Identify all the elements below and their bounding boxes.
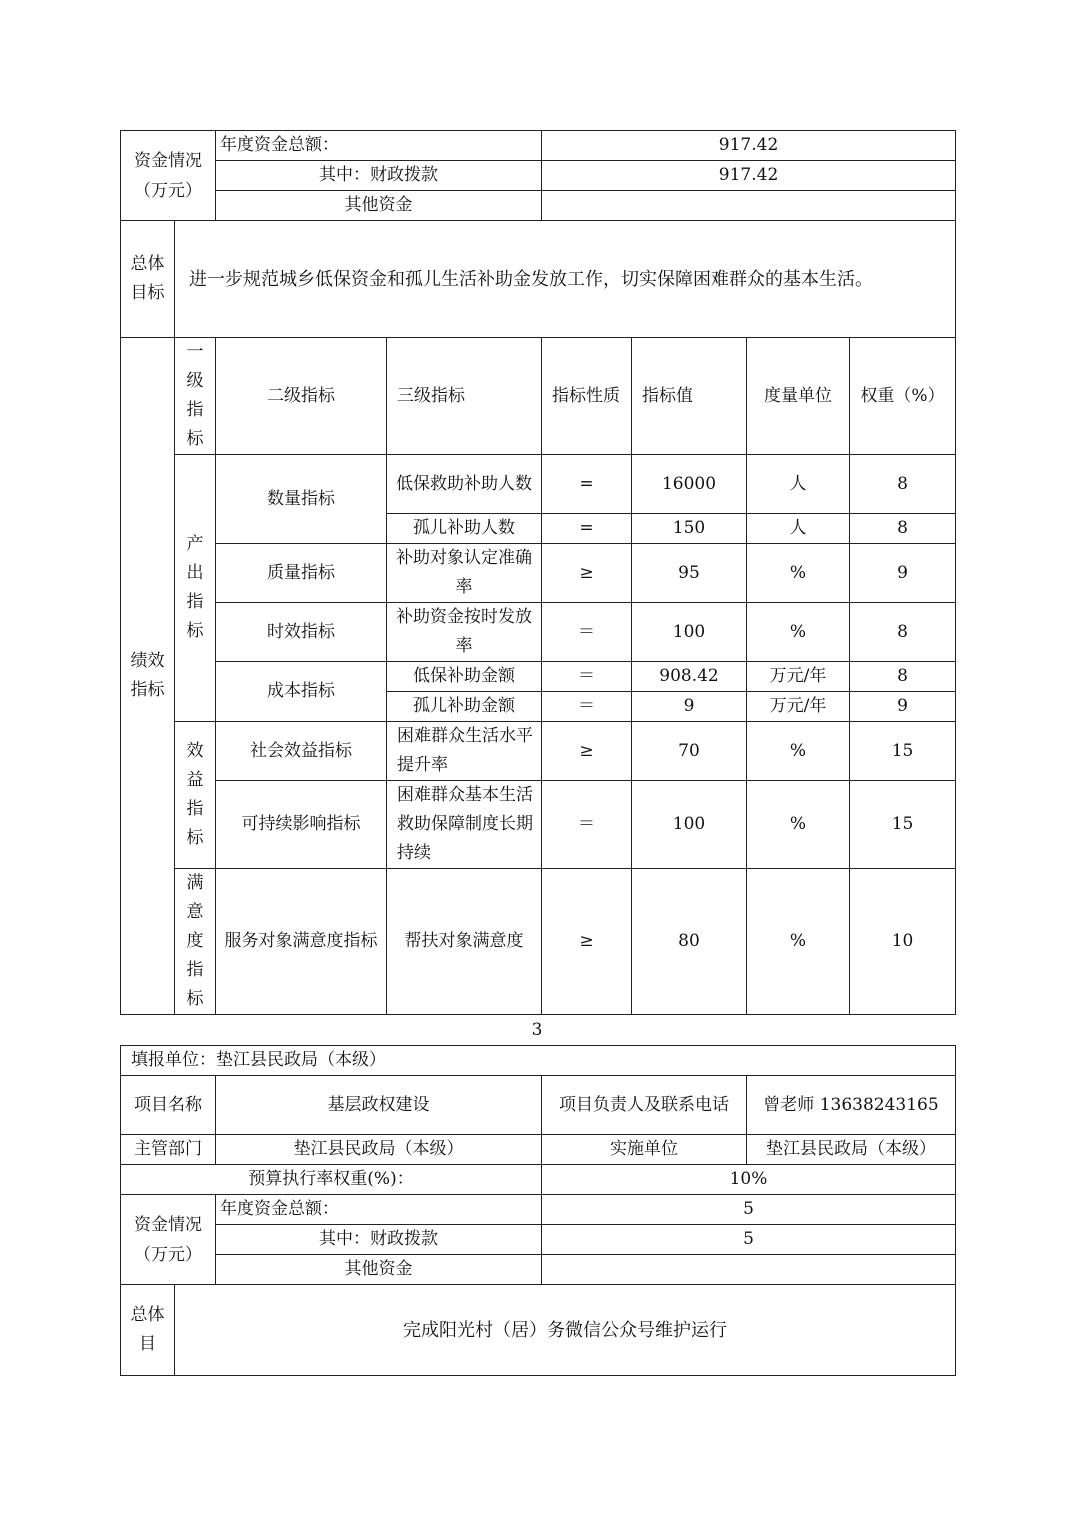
row-value: 100	[632, 781, 747, 869]
row-value: 100	[632, 603, 747, 662]
row-value: 80	[632, 869, 747, 1015]
contact-label: 项目负责人及联系电话	[542, 1076, 747, 1135]
perf-label: 绩效指标	[121, 338, 175, 1015]
output-label: 产出指标	[175, 455, 216, 722]
row-value: 150	[632, 514, 747, 544]
row-nature: ＝	[542, 781, 632, 869]
row-unit: 万元/年	[747, 662, 850, 692]
funds-label: 资金情况（万元）	[121, 131, 216, 221]
row-nature: ＝	[542, 692, 632, 722]
row-value: 908.42	[632, 662, 747, 692]
benefit-label: 效益指标	[175, 722, 216, 869]
row-l2: 社会效益指标	[216, 722, 387, 781]
fiscal-label: 其中：财政拨款	[216, 161, 542, 191]
dept-label: 主管部门	[121, 1135, 216, 1165]
row-l3: 孤儿补助金额	[387, 692, 542, 722]
row-l3: 低保补助金额	[387, 662, 542, 692]
annual-total-label: 年度资金总额：	[216, 1195, 542, 1225]
row-l2: 服务对象满意度指标	[216, 869, 387, 1015]
row-l3: 低保救助补助人数	[387, 455, 542, 514]
performance-table-1	[120, 130, 956, 1015]
fiscal-label: 其中：财政拨款	[216, 1225, 542, 1255]
row-l2: 时效指标	[216, 603, 387, 662]
contact: 曾老师 13638243165	[747, 1076, 956, 1135]
budget-weight-label: 预算执行率权重(%)：	[121, 1165, 542, 1195]
fiscal-value: 5	[542, 1225, 956, 1255]
budget-weight: 10%	[542, 1165, 956, 1195]
project-name: 基层政权建设	[216, 1076, 542, 1135]
row-unit: %	[747, 603, 850, 662]
impl-label: 实施单位	[542, 1135, 747, 1165]
row-unit: 人	[747, 514, 850, 544]
row-unit: %	[747, 544, 850, 603]
row-unit: %	[747, 781, 850, 869]
row-nature: ≥	[542, 869, 632, 1015]
row-nature: ＝	[542, 662, 632, 692]
row-weight: 15	[850, 781, 956, 869]
other-funds-label: 其他资金	[216, 1255, 542, 1285]
other-funds-value	[542, 1255, 956, 1285]
row-weight: 8	[850, 662, 956, 692]
row-value: 9	[632, 692, 747, 722]
project-name-label: 项目名称	[121, 1076, 216, 1135]
row-nature: ≥	[542, 544, 632, 603]
row-value: 95	[632, 544, 747, 603]
impl: 垫江县民政局（本级）	[747, 1135, 956, 1165]
annual-total-value: 917.42	[542, 131, 956, 161]
row-unit: 人	[747, 455, 850, 514]
header-unit: 度量单位	[747, 338, 850, 455]
performance-table-2	[120, 1045, 956, 1376]
row-nature: ＝	[542, 603, 632, 662]
row-l3: 孤儿补助人数	[387, 514, 542, 544]
other-funds-label: 其他资金	[216, 191, 542, 221]
row-nature: =	[542, 514, 632, 544]
goal-text: 完成阳光村（居）务微信公众号维护运行	[175, 1285, 956, 1376]
row-value: 16000	[632, 455, 747, 514]
header-level1: 一级指标	[175, 338, 216, 455]
other-funds-value	[542, 191, 956, 221]
row-l2: 成本指标	[216, 662, 387, 722]
row-weight: 8	[850, 455, 956, 514]
row-nature: =	[542, 455, 632, 514]
row-weight: 8	[850, 514, 956, 544]
row-unit: %	[747, 722, 850, 781]
row-unit: 万元/年	[747, 692, 850, 722]
header-value: 指标值	[632, 338, 747, 455]
fill-unit: 填报单位：垫江县民政局（本级）	[121, 1046, 956, 1076]
row-value: 70	[632, 722, 747, 781]
page-number: 3	[531, 1020, 543, 1040]
fiscal-value: 917.42	[542, 161, 956, 191]
row-weight: 9	[850, 544, 956, 603]
row-l3: 帮扶对象满意度	[387, 869, 542, 1015]
row-l2: 可持续影响指标	[216, 781, 387, 869]
row-weight: 8	[850, 603, 956, 662]
goal-label: 总体目	[121, 1285, 175, 1376]
goal-label: 总体目标	[121, 221, 175, 338]
row-weight: 10	[850, 869, 956, 1015]
row-l3: 补助资金按时发放率	[387, 603, 542, 662]
row-l2: 质量指标	[216, 544, 387, 603]
row-l3: 困难群众生活水平提升率	[387, 722, 542, 781]
row-weight: 15	[850, 722, 956, 781]
goal-text: 进一步规范城乡低保资金和孤儿生活补助金发放工作，切实保障困难群众的基本生活。	[175, 221, 956, 338]
dept: 垫江县民政局（本级）	[216, 1135, 542, 1165]
row-l3: 困难群众基本生活救助保障制度长期持续	[387, 781, 542, 869]
row-weight: 9	[850, 692, 956, 722]
header-level3: 三级指标	[387, 338, 542, 455]
header-nature: 指标性质	[542, 338, 632, 455]
row-l3: 补助对象认定准确率	[387, 544, 542, 603]
row-nature: ≥	[542, 722, 632, 781]
funds-label: 资金情况（万元）	[121, 1195, 216, 1285]
header-weight: 权重（%）	[850, 338, 956, 455]
satisfaction-label: 满意度指标	[175, 869, 216, 1015]
annual-total-value: 5	[542, 1195, 956, 1225]
row-unit: %	[747, 869, 850, 1015]
annual-total-label: 年度资金总额：	[216, 131, 542, 161]
row-l2: 数量指标	[216, 455, 387, 544]
header-level2: 二级指标	[216, 338, 387, 455]
